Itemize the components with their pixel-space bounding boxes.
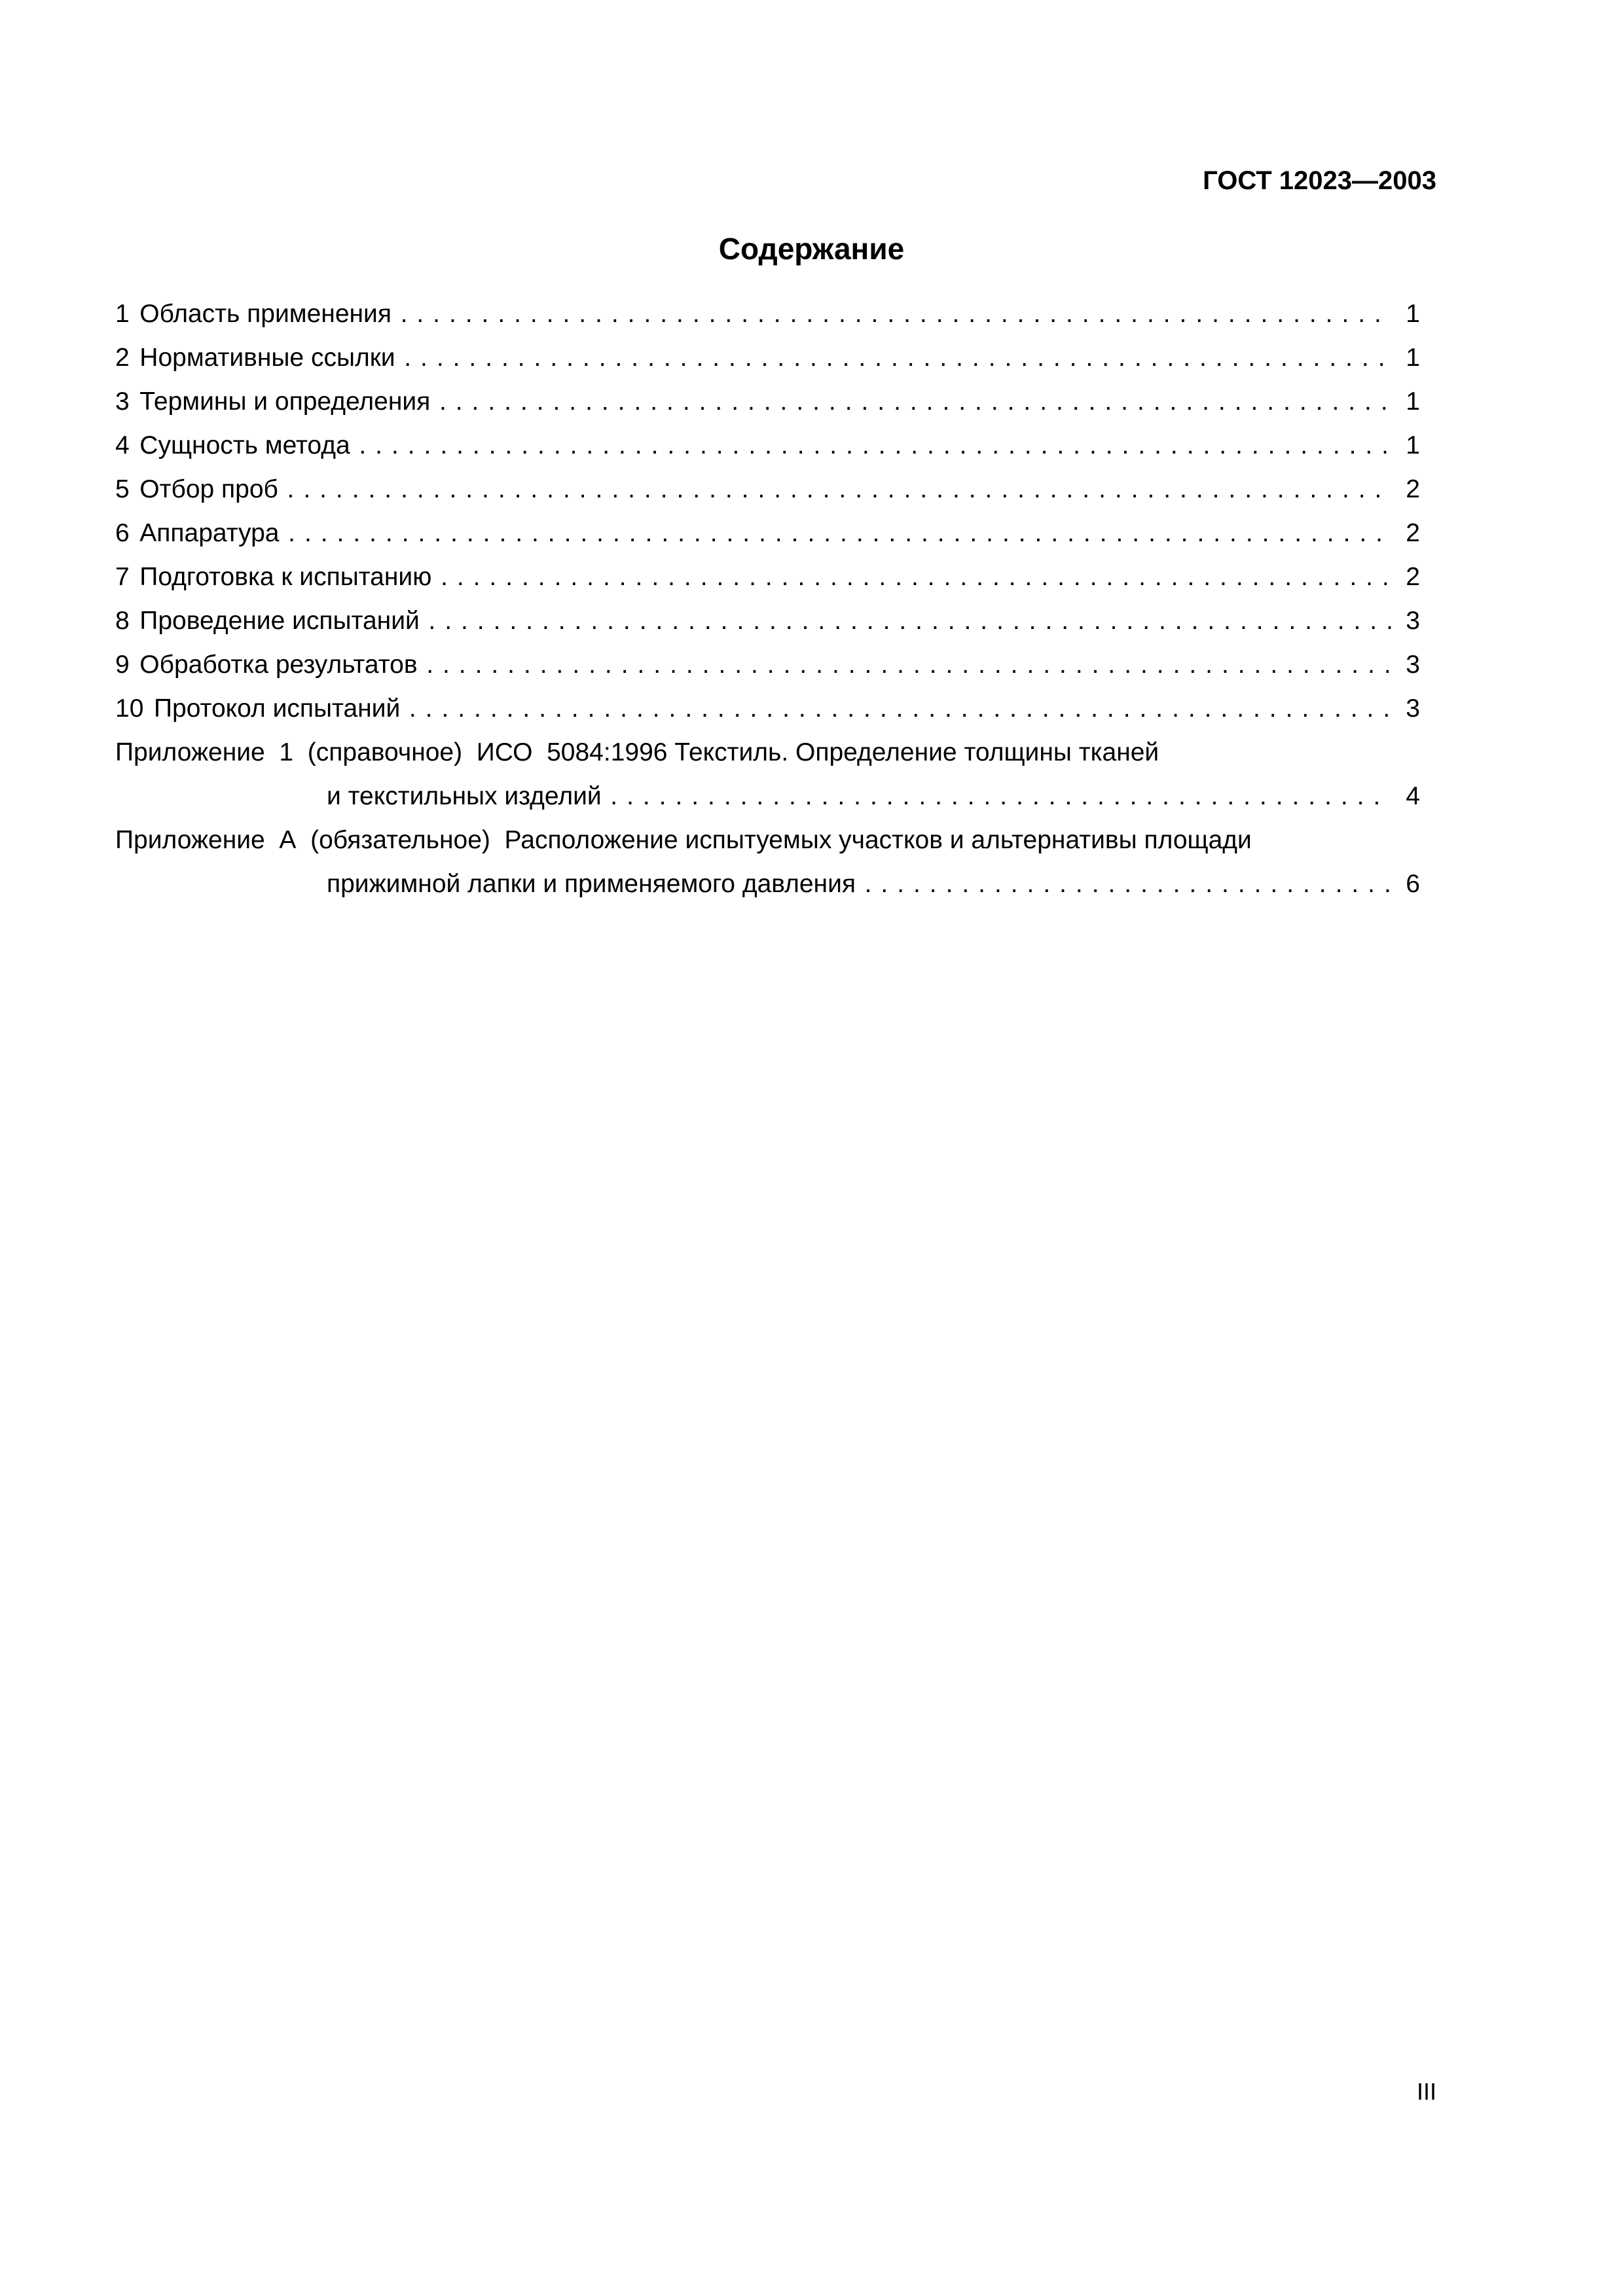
toc-entry-number: 3 — [115, 387, 130, 416]
toc-entry-label: Отбор проб — [139, 475, 278, 503]
toc-title: Содержание — [718, 232, 905, 266]
toc-entry-number: 1 — [115, 300, 130, 328]
toc-dot-leader — [409, 693, 1391, 725]
toc-entry-number: 10 — [115, 694, 144, 723]
toc-entry-3[interactable] — [115, 386, 1420, 430]
toc-entry-label: Нормативные ссылки — [139, 344, 395, 372]
toc-entry-label: Обработка результатов — [139, 651, 418, 679]
toc-entry-label: Сущность метода — [139, 431, 350, 459]
toc-entry-page: 1 — [1406, 431, 1420, 459]
toc-appendix-label-continued: прижимной лапки и применяемого давления — [327, 870, 856, 898]
page-number: III — [1416, 2078, 1436, 2105]
toc-entry-page: 2 — [1406, 563, 1420, 591]
toc-entry-5[interactable] — [115, 474, 1420, 518]
toc-entry-10[interactable] — [115, 693, 1420, 737]
toc-dot-leader — [287, 474, 1392, 505]
toc-dot-leader — [610, 781, 1391, 812]
toc-entry-page: 1 — [1406, 300, 1420, 328]
toc-entry-number: 4 — [115, 431, 130, 459]
toc-dot-leader — [865, 869, 1392, 900]
toc-dot-leader — [441, 562, 1391, 593]
toc-entry-page: 3 — [1406, 607, 1420, 635]
toc-entry-2[interactable] — [115, 342, 1420, 386]
toc-entry-8[interactable] — [115, 605, 1420, 649]
toc-entry-label: Область применения — [139, 300, 392, 328]
toc-entry-label: Протокол испытаний — [153, 694, 401, 723]
toc-entry-page: 2 — [1406, 519, 1420, 547]
toc-entry-6[interactable] — [115, 518, 1420, 562]
toc-entry-1[interactable] — [115, 298, 1420, 342]
toc-entry-number: 7 — [115, 563, 130, 591]
toc-dot-leader — [404, 342, 1391, 374]
toc-dot-leader — [426, 649, 1391, 681]
toc-entry-page: 1 — [1406, 387, 1420, 416]
toc-entry-number: 5 — [115, 475, 130, 503]
toc-appendix-label: Приложение 1 (справочное) ИСО 5084:1996 Текстиль. Определение толщины тканей — [115, 738, 1159, 766]
toc-entry-page: 1 — [1406, 344, 1420, 372]
toc-entry-label: Подготовка к испытанию — [139, 563, 432, 591]
toc-appendix-a-continuation[interactable] — [115, 869, 1420, 912]
toc-appendix-a-title[interactable] — [115, 825, 1420, 869]
toc-entry-number: 6 — [115, 519, 130, 547]
toc-appendix-1-continuation[interactable] — [115, 781, 1420, 825]
toc-entry-number: 8 — [115, 607, 130, 635]
toc-dot-leader — [288, 518, 1391, 549]
table-of-contents — [115, 298, 1420, 912]
document-id-header: ГОСТ 12023—2003 — [1203, 166, 1436, 195]
toc-entry-7[interactable] — [115, 562, 1420, 605]
toc-entry-9[interactable] — [115, 649, 1420, 693]
toc-dot-leader — [428, 605, 1391, 637]
toc-entry-number: 9 — [115, 651, 130, 679]
toc-dot-leader — [401, 298, 1392, 330]
toc-entry-4[interactable] — [115, 430, 1420, 474]
toc-dot-leader — [359, 430, 1391, 461]
toc-entry-page: 2 — [1406, 475, 1420, 503]
toc-entry-page: 4 — [1406, 782, 1420, 810]
toc-appendix-label-continued: и текстильных изделий — [327, 782, 602, 810]
toc-entry-page: 3 — [1406, 651, 1420, 679]
toc-entry-label: Термины и определения — [139, 387, 431, 416]
toc-entry-label: Проведение испытаний — [139, 607, 420, 635]
toc-entry-label: Аппаратура — [139, 519, 280, 547]
toc-dot-leader — [439, 386, 1391, 418]
toc-appendix-1-title[interactable] — [115, 737, 1420, 781]
toc-entry-page: 3 — [1406, 694, 1420, 723]
toc-appendix-label: Приложение А (обязательное) Расположение испытуемых участков и альтернативы площади — [115, 826, 1252, 854]
toc-entry-page: 6 — [1406, 870, 1420, 898]
toc-entry-number: 2 — [115, 344, 130, 372]
